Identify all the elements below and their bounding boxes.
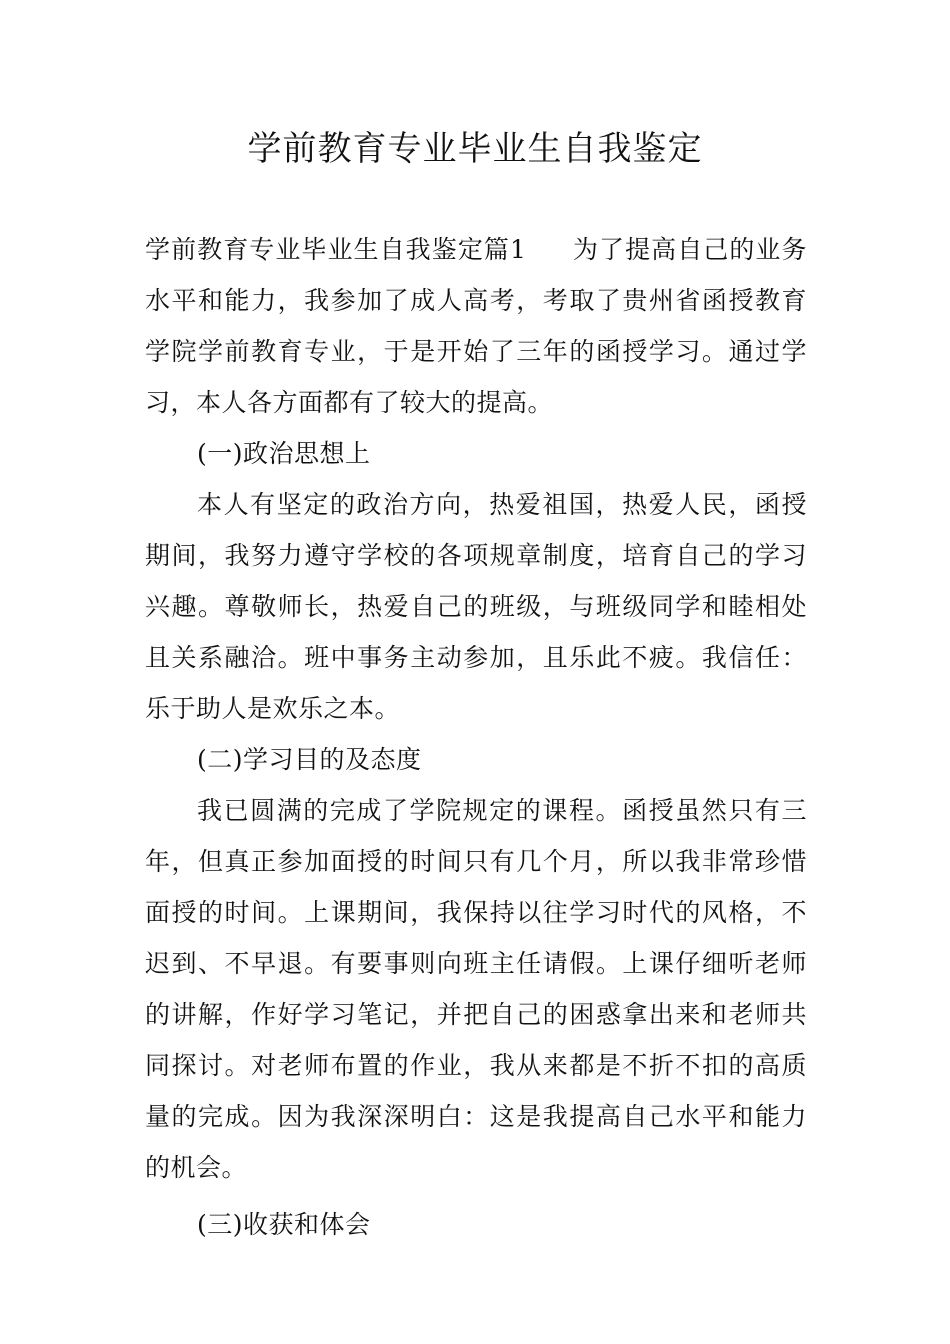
intro-text: 为了提高自己的业务水平和能力，我参加了成人高考，考取了贵州省函授教育学院学前教育专业，于是开始了三年的函授学习。通过学习，本人各方面都有了较大的提高。 [145,235,807,417]
document-title: 学前教育专业毕业生自我鉴定 [247,129,703,169]
section-paragraph-1: 本人有坚定的政治方向，热爱祖国，热爱人民，函授期间，我努力遵守学校的各项规章制度，培育自己的学习兴趣。尊敬师长，热爱自己的班级，与班级同学和睦相处且关系融洽。班中事务主动参加，且乐此不疲。我信任：乐于助人是欢乐之本。 [145,490,807,723]
section-paragraph-2: 我已圆满的完成了学院规定的课程。函授虽然只有三年，但真正参加面授的时间只有几个月，所以我非常珍惜面授的时间。上课期间，我保持以往学习时代的风格，不迟到、不早退。有要事则向班主任请假。上课仔细听老师的讲解，作好学习笔记，并把自己的困惑拿出来和老师共同探讨。对老师布置的作业，我从来都是不折不扣的高质量的完成。因为我深深明白：这是我提高自己水平和能力的机会。 [145,796,807,1182]
section-heading-3: (三)收获和体会 [197,1210,371,1239]
section-heading-1: (一)政治思想上 [197,439,371,468]
section-heading-2: (二)学习目的及态度 [197,745,422,774]
document-body [145,224,807,1250]
intro-paragraph [145,224,807,428]
intro-lead-title: 学前教育专业毕业生自我鉴定篇1 [145,235,527,264]
